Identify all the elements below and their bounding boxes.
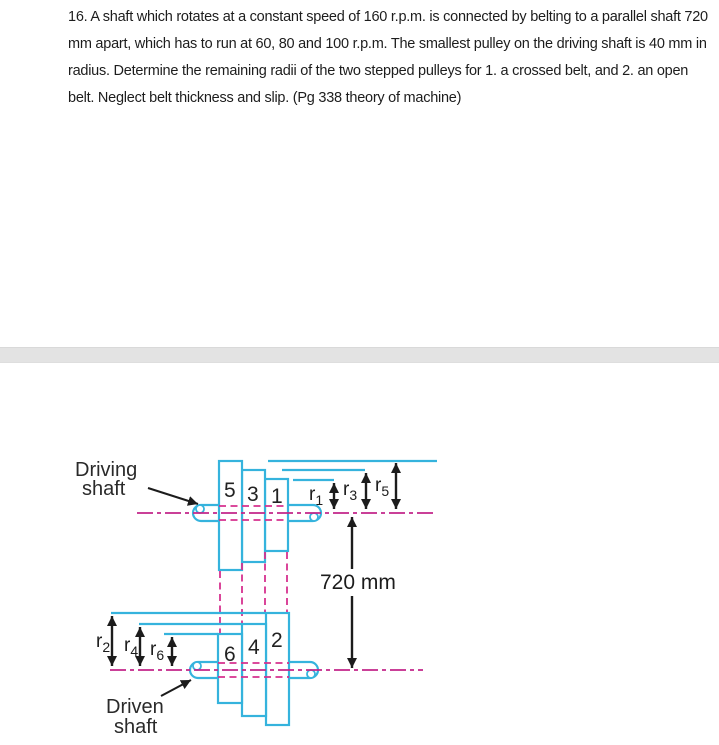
radius-label-r1: $r_1$ bbox=[309, 484, 324, 508]
driving-step-number: 1 bbox=[271, 485, 283, 508]
driving-shaft-label-line1: Driving bbox=[75, 459, 138, 481]
dimension-label: 720 mm bbox=[320, 571, 396, 594]
driving-step-number: 3 bbox=[247, 483, 259, 506]
driven-step-number: 2 bbox=[271, 629, 283, 652]
driven-shaft-label-line2: shaft bbox=[114, 716, 158, 738]
driving-step-number: 5 bbox=[224, 479, 236, 502]
problem-line: belt. Neglect belt thickness and slip. (Pg 338 theory of machine) bbox=[68, 90, 462, 106]
driven-shaft-label-line1: Driven bbox=[106, 696, 164, 718]
center-distance-dimension bbox=[317, 517, 411, 668]
problem-line: radius. Determine the remaining radii of the two stepped pulleys for 1. a crossed belt, and 2. an open bbox=[68, 63, 689, 79]
radius-label-r3: $r_3$ bbox=[343, 479, 358, 503]
driving-shaft-label-line2: shaft bbox=[82, 478, 126, 500]
radius-label-r2: $r_2$ bbox=[96, 631, 111, 655]
driven-step-number: 6 bbox=[224, 643, 236, 666]
radius-label-r4: $r_4$ bbox=[124, 635, 139, 659]
problem-line: mm apart, which has to run at 60, 80 and 100 r.p.m. The smallest pulley on the driving shaft is 40 mm in bbox=[68, 36, 707, 52]
driven-shaft-leader-arrow bbox=[161, 680, 191, 696]
radius-label-r5: $r_5$ bbox=[375, 475, 390, 499]
driving-shaft-leader-arrow bbox=[148, 488, 198, 504]
driving-stepped-pulley bbox=[219, 461, 288, 570]
problem-line: 16. A shaft which rotates at a constant speed of 160 r.p.m. is connected by belting to a parallel shaft 720 bbox=[68, 9, 708, 25]
driven-step-number: 4 bbox=[248, 636, 260, 659]
radius-label-r6: $r_6$ bbox=[150, 639, 165, 663]
